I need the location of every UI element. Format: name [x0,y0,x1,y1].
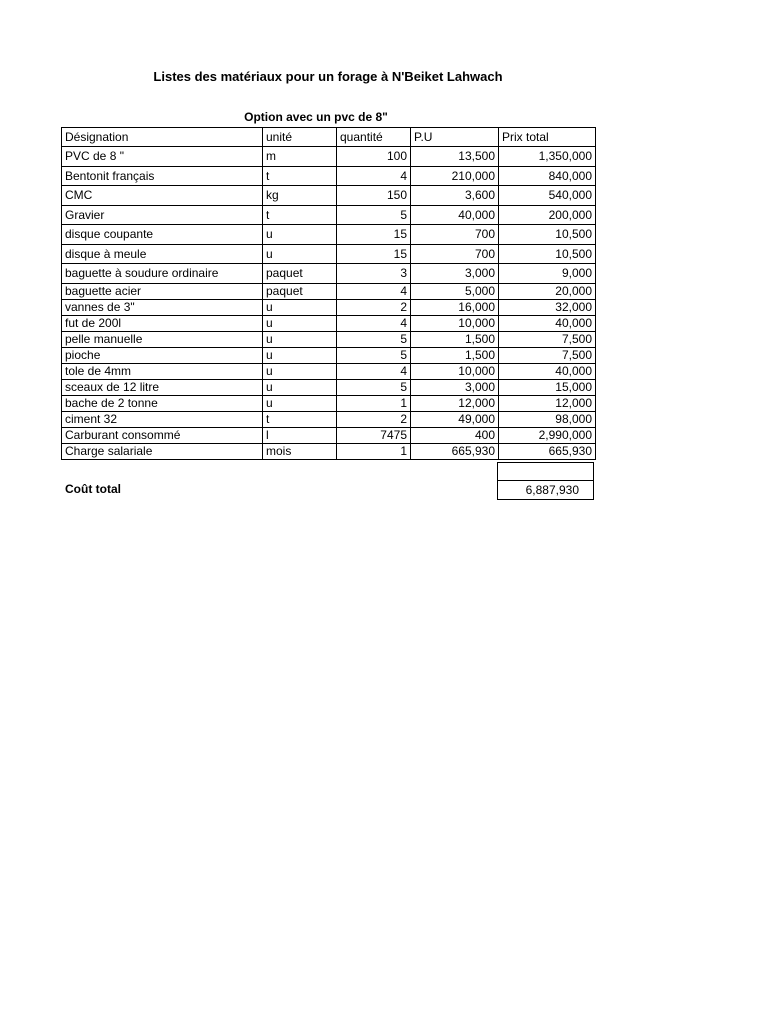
table-cell: paquet [263,283,337,299]
table-cell: 10,500 [499,244,596,264]
table-cell: 540,000 [499,186,596,206]
table-cell: 5,000 [411,283,499,299]
table-cell: 5 [337,331,411,347]
table-row [62,264,596,284]
table-row [62,283,596,299]
table-cell: 700 [411,225,499,245]
table-cell: 7,500 [499,347,596,363]
table-cell: t [263,205,337,225]
table-cell: 1,350,000 [499,147,596,167]
table-cell: 9,000 [499,264,596,284]
table-row [62,411,596,427]
table-cell: bache de 2 tonne [62,395,263,411]
column-header: P.U [411,128,499,147]
table-row [62,331,596,347]
table-cell: 1 [337,443,411,459]
column-header: unité [263,128,337,147]
table-cell: mois [263,443,337,459]
table-cell: 5 [337,347,411,363]
table-row [62,379,596,395]
table-cell: 20,000 [499,283,596,299]
table-cell: 3 [337,264,411,284]
table-cell: 5 [337,379,411,395]
table-cell: u [263,244,337,264]
table-cell: 4 [337,363,411,379]
table-cell: 2,990,000 [499,427,596,443]
table-cell: t [263,411,337,427]
table-cell: 210,000 [411,166,499,186]
table-cell: u [263,379,337,395]
table-header-row [62,128,596,147]
table-cell: 665,930 [499,443,596,459]
table-row [62,225,596,245]
table-cell: Gravier [62,205,263,225]
table-cell: 12,000 [411,395,499,411]
table-cell: 32,000 [499,299,596,315]
table-cell: 98,000 [499,411,596,427]
table-cell: 4 [337,166,411,186]
table-cell: Charge salariale [62,443,263,459]
table-cell: baguette acier [62,283,263,299]
table-cell: pioche [62,347,263,363]
table-row [62,244,596,264]
table-cell: 1,500 [411,347,499,363]
table-cell: 16,000 [411,299,499,315]
table-cell: 15,000 [499,379,596,395]
table-cell: u [263,299,337,315]
table-cell: m [263,147,337,167]
table-cell: pelle manuelle [62,331,263,347]
table-row [62,443,596,459]
table-cell: ciment 32 [62,411,263,427]
table-cell: 15 [337,244,411,264]
table-cell: vannes de 3" [62,299,263,315]
table-row [62,205,596,225]
table-cell: u [263,315,337,331]
table-cell: u [263,363,337,379]
total-label: Coût total [65,482,121,496]
table-cell: 4 [337,315,411,331]
table-cell: Carburant consommé [62,427,263,443]
table-cell: 49,000 [411,411,499,427]
table-cell: 15 [337,225,411,245]
table-cell: disque coupante [62,225,263,245]
table-row [62,166,596,186]
table-row [62,363,596,379]
table-cell: disque à meule [62,244,263,264]
table-cell: 13,500 [411,147,499,167]
document-title: Listes des matériaux pour un forage à N'Beiket Lahwach [153,69,503,84]
table-cell: 100 [337,147,411,167]
table-cell: 400 [411,427,499,443]
table-cell: 2 [337,299,411,315]
table-cell: 1 [337,395,411,411]
table-cell: 12,000 [499,395,596,411]
table-cell: 1,500 [411,331,499,347]
table-cell: 840,000 [499,166,596,186]
total-value: 6,887,930 [497,480,594,500]
table-cell: 665,930 [411,443,499,459]
table-cell: CMC [62,186,263,206]
table-row [62,315,596,331]
table-cell: 10,000 [411,315,499,331]
table-cell: 3,600 [411,186,499,206]
table-cell: 10,000 [411,363,499,379]
table-cell: 150 [337,186,411,206]
materials-table [61,127,596,460]
table-cell: 5 [337,205,411,225]
table-subtitle: Option avec un pvc de 8" [244,110,388,124]
table-cell: 700 [411,244,499,264]
table-cell: 7475 [337,427,411,443]
table-cell: tole de 4mm [62,363,263,379]
column-header: Désignation [62,128,263,147]
table-cell: u [263,331,337,347]
table-row [62,395,596,411]
table-cell: paquet [263,264,337,284]
table-cell: 200,000 [499,205,596,225]
table-cell: sceaux de 12 litre [62,379,263,395]
table-cell: 10,500 [499,225,596,245]
table-cell: 40,000 [411,205,499,225]
table-cell: baguette à soudure ordinaire [62,264,263,284]
table-cell: 2 [337,411,411,427]
table-cell: u [263,225,337,245]
empty-cell [497,462,594,481]
table-cell: u [263,395,337,411]
table-row [62,186,596,206]
table-row [62,147,596,167]
table-cell: 3,000 [411,264,499,284]
table-row [62,299,596,315]
column-header: quantité [337,128,411,147]
table-cell: t [263,166,337,186]
table-cell: 40,000 [499,315,596,331]
table-cell: l [263,427,337,443]
table-cell: kg [263,186,337,206]
table-cell: u [263,347,337,363]
table-cell: fut de 200l [62,315,263,331]
table-cell: PVC de 8 " [62,147,263,167]
table-row [62,347,596,363]
column-header: Prix total [499,128,596,147]
table-cell: 3,000 [411,379,499,395]
table-cell: 7,500 [499,331,596,347]
table-cell: 4 [337,283,411,299]
table-cell: Bentonit français [62,166,263,186]
table-row [62,427,596,443]
table-cell: 40,000 [499,363,596,379]
